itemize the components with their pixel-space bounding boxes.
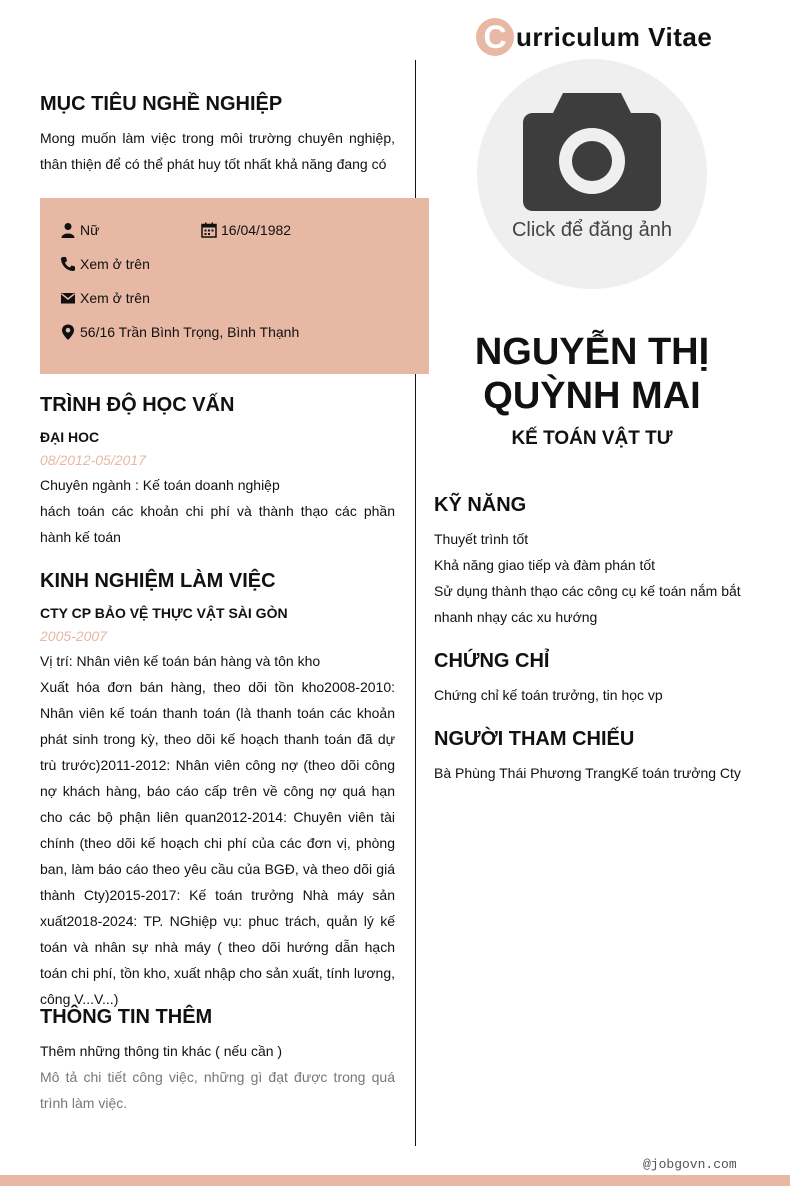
skills-section <box>434 493 754 630</box>
certificates-section <box>434 649 754 708</box>
cv-logo <box>476 16 716 60</box>
extra-info-title: THÔNG TIN THÊM <box>40 1006 213 1028</box>
email-value: Xem ở trên <box>80 290 150 306</box>
references-title: NGƯỜI THAM CHIẾU <box>434 728 635 750</box>
email-row <box>60 288 150 308</box>
gender-value: Nữ <box>80 222 100 238</box>
location-icon <box>60 324 76 340</box>
logo-text: urriculum Vitae <box>516 22 713 52</box>
phone-icon <box>60 256 76 272</box>
experience-company: CTY CP BẢO VỆ THỰC VẬT SÀI GÒN <box>40 605 288 621</box>
email-icon <box>60 290 76 306</box>
candidate-name <box>430 330 754 418</box>
skills-title: KỸ NĂNG <box>434 494 527 516</box>
user-icon <box>60 222 76 238</box>
education-section <box>40 393 395 550</box>
phone-value: Xem ở trên <box>80 256 150 272</box>
footer-site: @jobgovn.com <box>643 1157 737 1172</box>
education-period: 08/2012-05/2017 <box>40 452 146 468</box>
certificates-title: CHỨNG CHỈ <box>434 650 550 672</box>
personal-info-box <box>40 198 429 374</box>
experience-position: Vị trí: Nhân viên kế toán bán hàng và tôn kho <box>40 653 321 669</box>
address-row <box>60 322 299 342</box>
photo-upload[interactable] <box>477 59 707 289</box>
education-major: Chuyên ngành : Kế toán doanh nghiệp <box>40 477 280 493</box>
name-line1: NGUYỄN THỊ <box>474 331 710 373</box>
calendar-icon <box>201 222 217 238</box>
skill-item: Khả năng giao tiếp và đàm phán tốt <box>434 557 656 573</box>
photo-upload-label: Click để đăng ảnh <box>511 219 673 241</box>
camera-icon <box>523 93 661 213</box>
address-value: 56/16 Trần Bình Trọng, Bình Thạnh <box>80 324 300 340</box>
birthdate-row <box>201 220 291 240</box>
extra-info-section <box>40 1005 395 1116</box>
phone-row <box>60 254 150 274</box>
experience-description: Xuất hóa đơn bán hàng, theo dõi tồn kho2008-2010: Nhân viên kế toán thanh toán (là thanh toán các khoản phát sinh trong kỳ, theo dõi kế hoạch thanh toán đã dự trù trước)2011-2012: Nhân viên công nợ (theo dõi công nợ khách hàng, báo cáo cấp trên về công nợ quá hạn cho các bộ phận liên quan2012-2014: Chuyên viên tài chính (theo dõi kế hoạch chi phí của các đơn vị, phòng ban, làm báo cáo theo yêu cầu của BGĐ, và theo dõi giá thành Cty)2015-2017: Kế toán trưởng Nhà máy sản xuất2018-2024: TP. NGhiệp vụ: phuc trách, quản lý kế toán và nhân sự nhà máy ( theo dõi hướng dẫn hạch toán chi phí, tồn kho, xuất nhập cho sản xuất, tính lương, công V...V...) <box>40 679 395 1007</box>
references-text: Bà Phùng Thái Phương TrangKế toán trưởng Cty <box>434 765 741 781</box>
references-section <box>434 727 754 786</box>
footer-bar <box>0 1175 790 1186</box>
career-goal-title: MỤC TIÊU NGHỀ NGHIỆP <box>40 93 283 115</box>
gender-row <box>60 220 99 240</box>
education-title: TRÌNH ĐỘ HỌC VẤN <box>40 394 235 416</box>
certificates-text: Chứng chỉ kế toán trưởng, tin học vp <box>434 687 663 703</box>
name-line2: QUỲNH MAI <box>483 375 701 417</box>
experience-title: KINH NGHIỆM LÀM VIỆC <box>40 570 276 592</box>
career-goal-section <box>40 92 395 177</box>
skill-item: Sử dụng thành thạo các công cụ kế toán nắm bắt nhanh nhạy các xu hướng <box>434 583 741 625</box>
birthdate-value: 16/04/1982 <box>221 222 292 238</box>
experience-period: 2005-2007 <box>40 628 107 644</box>
experience-section <box>40 569 395 1012</box>
career-goal-text: Mong muốn làm việc trong môi trường chuyên nghiệp, thân thiện để có thể phát huy tốt nhất khả năng đang có <box>40 130 395 172</box>
extra-info-line2: Mô tả chi tiết công việc, những gì đạt được trong quá trình làm việc. <box>40 1069 395 1111</box>
education-description: hách toán các khoản chi phí và thành thạo các phần hành kế toán <box>40 503 395 545</box>
education-school: ĐẠI HOC <box>40 429 100 445</box>
extra-info-line1: Thêm những thông tin khác ( nếu cần ) <box>40 1043 283 1059</box>
skill-item: Thuyết trình tốt <box>434 531 529 547</box>
logo-initial: C <box>476 18 514 56</box>
job-title: KẾ TOÁN VẬT TƯ <box>511 428 673 449</box>
